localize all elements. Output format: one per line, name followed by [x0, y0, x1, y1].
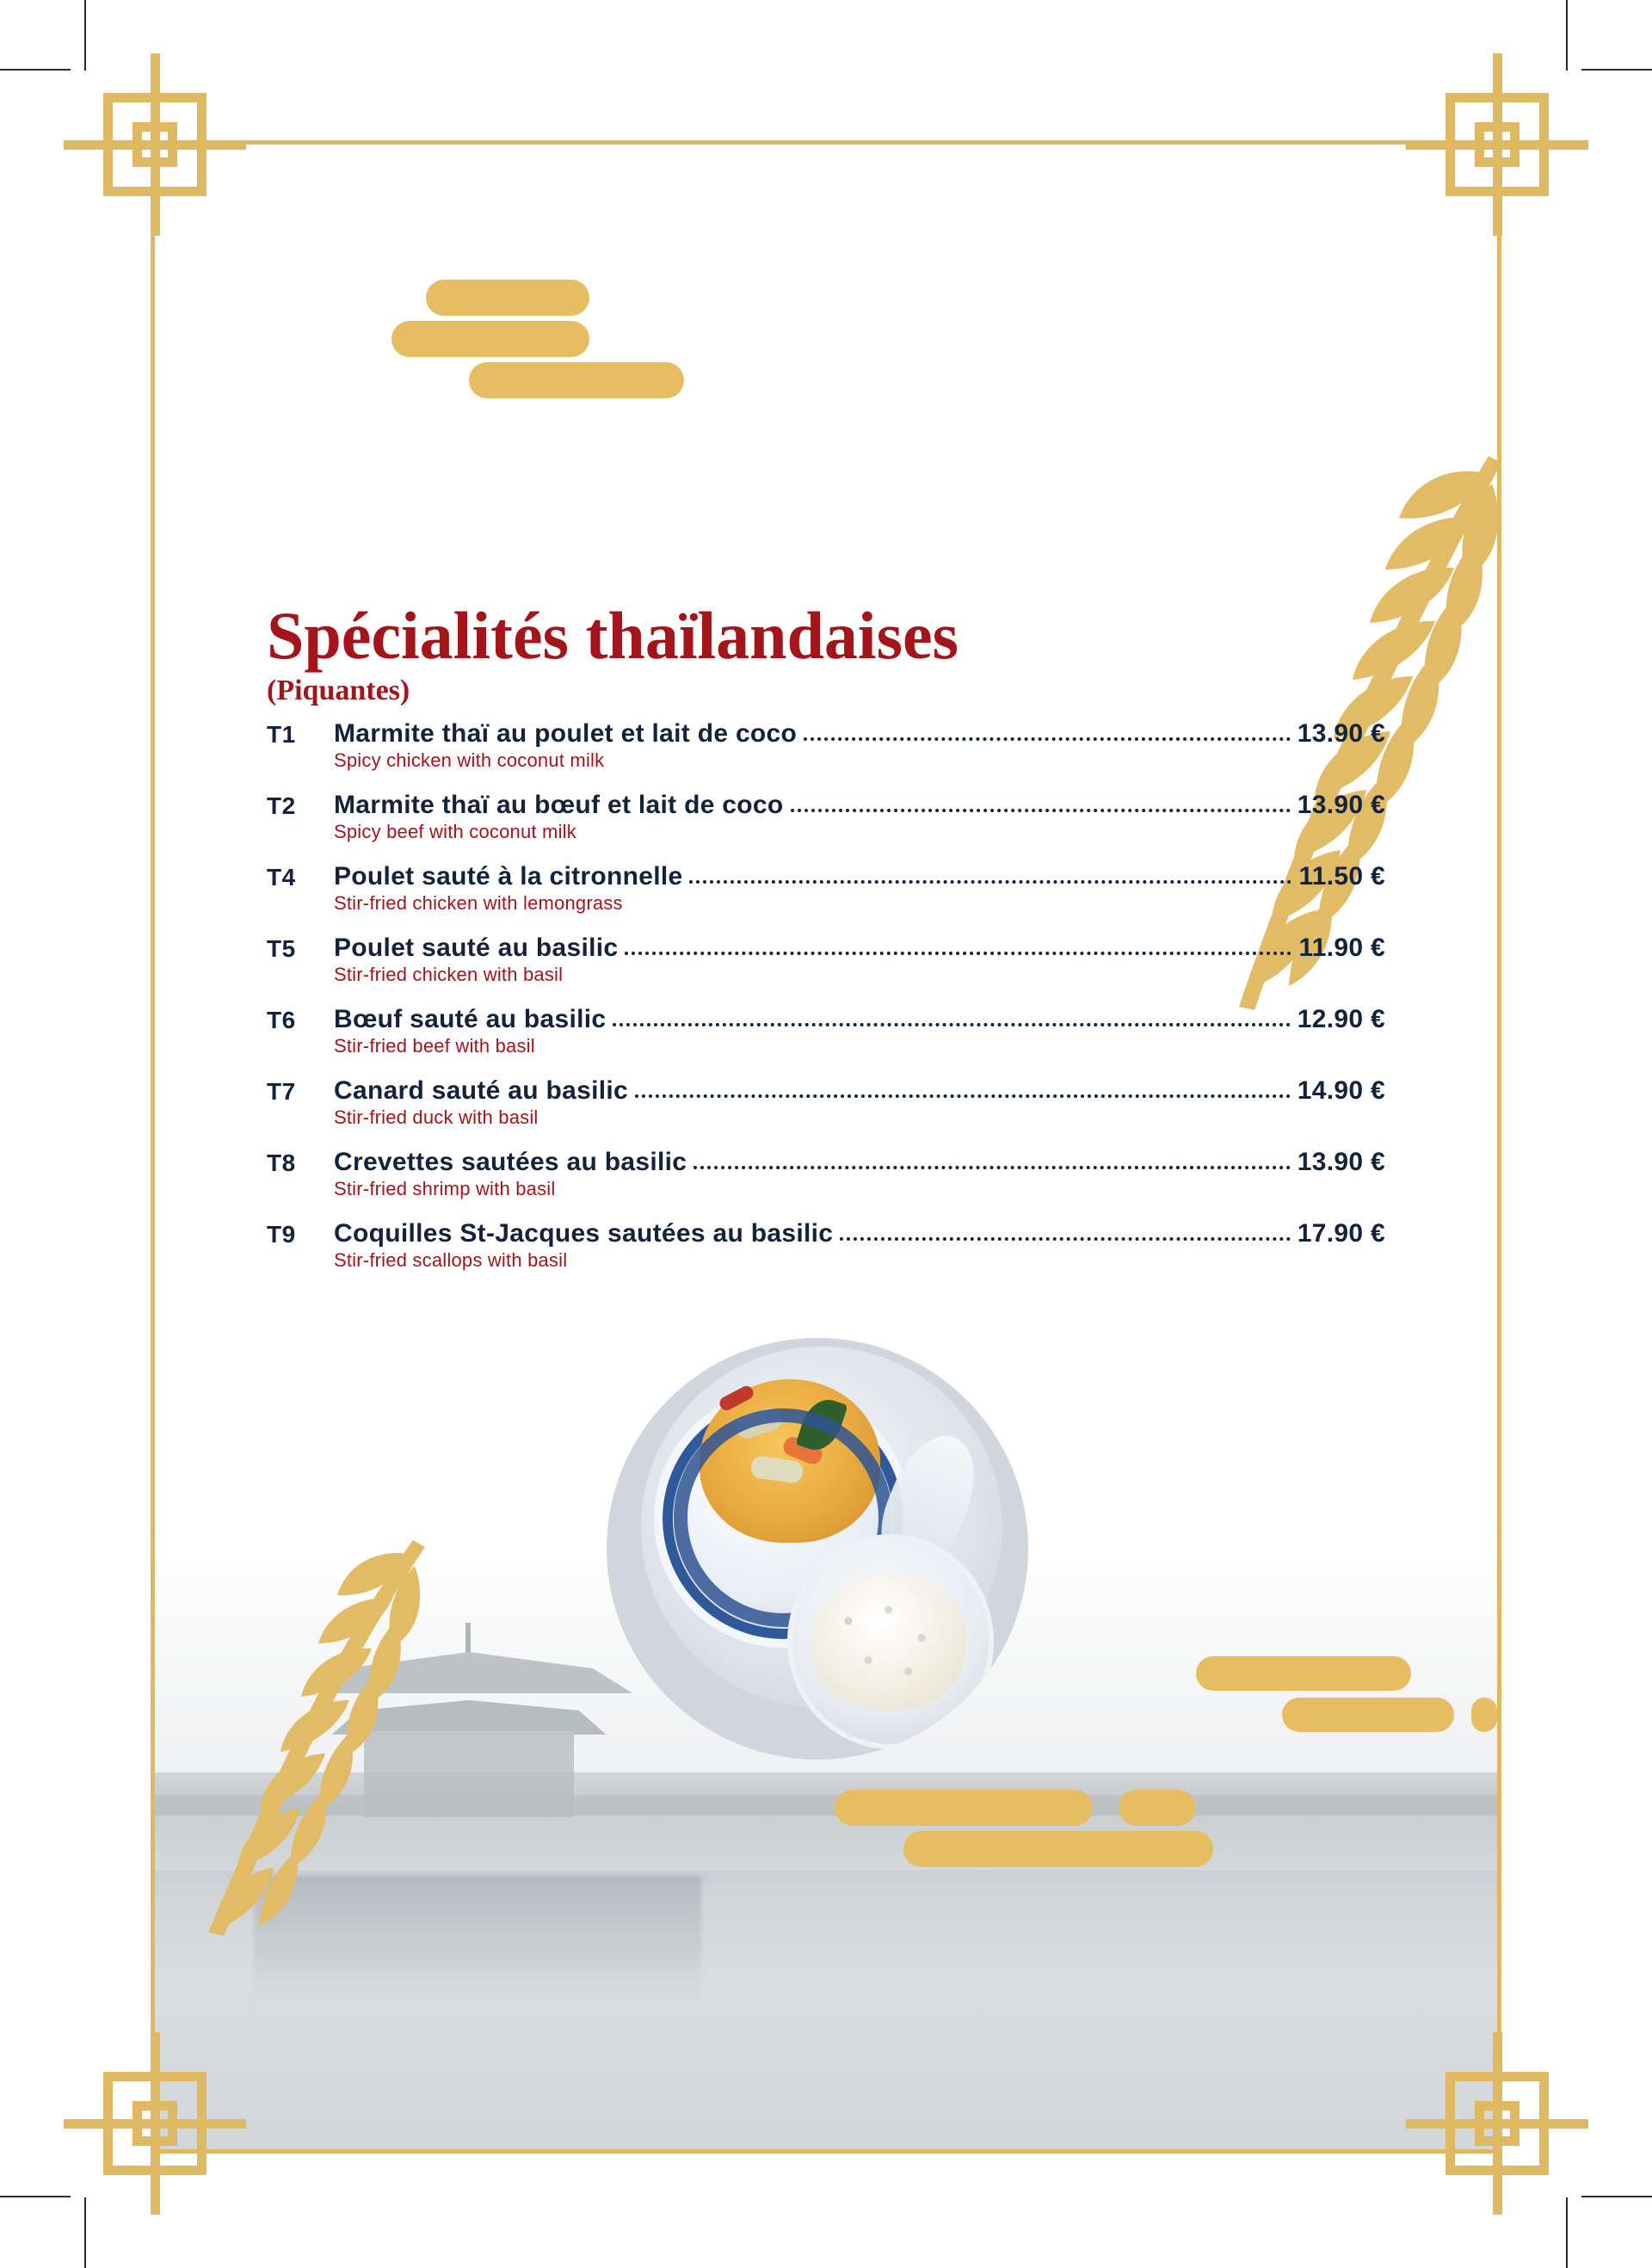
list-item[interactable]: [267, 934, 1385, 986]
menu-item-code: T6: [267, 1007, 296, 1033]
crop-mark-bottom-right-vertical: [1566, 2197, 1568, 2268]
page-title: Spécialités thaïlandaises: [267, 598, 959, 673]
menu-item-name-fr: Marmite thaï au poulet et lait de coco: [334, 719, 798, 748]
rice-texture: [822, 1587, 955, 1699]
crop-mark-top-right-vertical: [1566, 0, 1568, 71]
list-item[interactable]: [267, 719, 1385, 772]
corner-ornament-bottom-left-icon: [103, 2072, 206, 2175]
corner-ornament-top-right-icon: [1446, 93, 1549, 196]
menu-item-price: 11.90 €: [1298, 934, 1385, 962]
menu-item-name-en: Stir-fried duck with basil: [334, 1106, 539, 1128]
menu-item-price: 14.90 €: [1297, 1076, 1385, 1105]
menu-items-list: [267, 719, 1385, 1272]
menu-item-price: 13.90 €: [1297, 1148, 1385, 1176]
menu-item-name-en: Spicy chicken with coconut milk: [334, 749, 605, 771]
menu-item-price: 11.50 €: [1298, 862, 1385, 891]
menu-item-code: T5: [267, 935, 296, 962]
crop-mark-bottom-left-vertical: [84, 2197, 86, 2268]
menu-item-name-fr: Bœuf sauté au basilic: [334, 1005, 607, 1033]
corner-ornament-bottom-right-icon: [1446, 2072, 1549, 2175]
menu-item-name-fr: Poulet sauté à la citronnelle: [334, 862, 683, 891]
menu-item-main-row: [267, 862, 1385, 891]
menu-content: [267, 598, 1385, 1291]
menu-item-code: T4: [267, 864, 296, 891]
menu-item-name-en: Stir-fried chicken with basil: [334, 964, 564, 985]
menu-item-code: T1: [267, 721, 296, 748]
menu-item-code: T8: [267, 1149, 296, 1176]
menu-item-name-fr: Coquilles St-Jacques sautées au basilic: [334, 1219, 834, 1248]
leader-dots: [804, 737, 1291, 741]
menu-item-price: 13.90 €: [1297, 791, 1385, 819]
crop-mark-top-left-horizontal: [0, 69, 71, 71]
menu-item-main-row: [267, 1076, 1385, 1106]
menu-item-main-row: [267, 1219, 1385, 1248]
list-item[interactable]: [267, 1148, 1385, 1200]
leader-dots: [613, 1023, 1290, 1026]
menu-item-name-en: Spicy beef with coconut milk: [334, 821, 576, 842]
corner-ornament-top-left-icon: [103, 93, 206, 196]
list-item[interactable]: [267, 791, 1385, 843]
menu-item-main-row: [267, 791, 1385, 820]
menu-item-price: 12.90 €: [1297, 1005, 1385, 1033]
menu-item-name-en: Stir-fried scallops with basil: [334, 1249, 568, 1271]
menu-item-name-fr: Crevettes sautées au basilic: [334, 1148, 687, 1176]
menu-item-main-row: [267, 1148, 1385, 1177]
menu-item-name-en: Stir-fried beef with basil: [334, 1035, 535, 1057]
page-subtitle: (Piquantes): [267, 675, 410, 706]
list-item[interactable]: [267, 862, 1385, 915]
leader-dots: [791, 809, 1291, 812]
list-item[interactable]: [267, 1076, 1385, 1129]
crop-mark-top-right-horizontal: [1581, 69, 1652, 71]
menu-item-name-fr: Marmite thaï au bœuf et lait de coco: [334, 791, 784, 819]
menu-item-main-row: [267, 934, 1385, 963]
leader-dots: [689, 880, 1291, 884]
menu-item-name-fr: Poulet sauté au basilic: [334, 934, 619, 962]
leader-dots: [693, 1166, 1291, 1169]
cloud-motif-top-icon: [391, 280, 701, 417]
menu-item-price: 17.90 €: [1297, 1219, 1385, 1248]
leader-dots: [635, 1094, 1291, 1098]
crop-mark-bottom-left-horizontal: [0, 2196, 71, 2197]
menu-item-name-en: Stir-fried chicken with lemongrass: [334, 892, 623, 914]
leader-dots: [625, 952, 1291, 955]
crop-mark-bottom-right-horizontal: [1581, 2196, 1652, 2197]
leader-dots: [840, 1237, 1291, 1241]
menu-item-name-fr: Canard sauté au basilic: [334, 1076, 629, 1105]
menu-item-code: T9: [267, 1221, 296, 1248]
menu-item-code: T2: [267, 792, 296, 819]
bamboo-leaf-spray-bottom-left-icon: [155, 1532, 439, 1936]
menu-item-code: T7: [267, 1078, 296, 1105]
list-item[interactable]: [267, 1219, 1385, 1272]
menu-item-name-en: Stir-fried shrimp with basil: [334, 1178, 556, 1199]
menu-item-price: 13.90 €: [1297, 719, 1385, 748]
menu-item-main-row: [267, 1005, 1385, 1034]
thai-curry-food-photo: [607, 1338, 1028, 1760]
list-item[interactable]: [267, 1005, 1385, 1057]
crop-mark-top-left-vertical: [84, 0, 86, 71]
menu-item-main-row: [267, 719, 1385, 749]
